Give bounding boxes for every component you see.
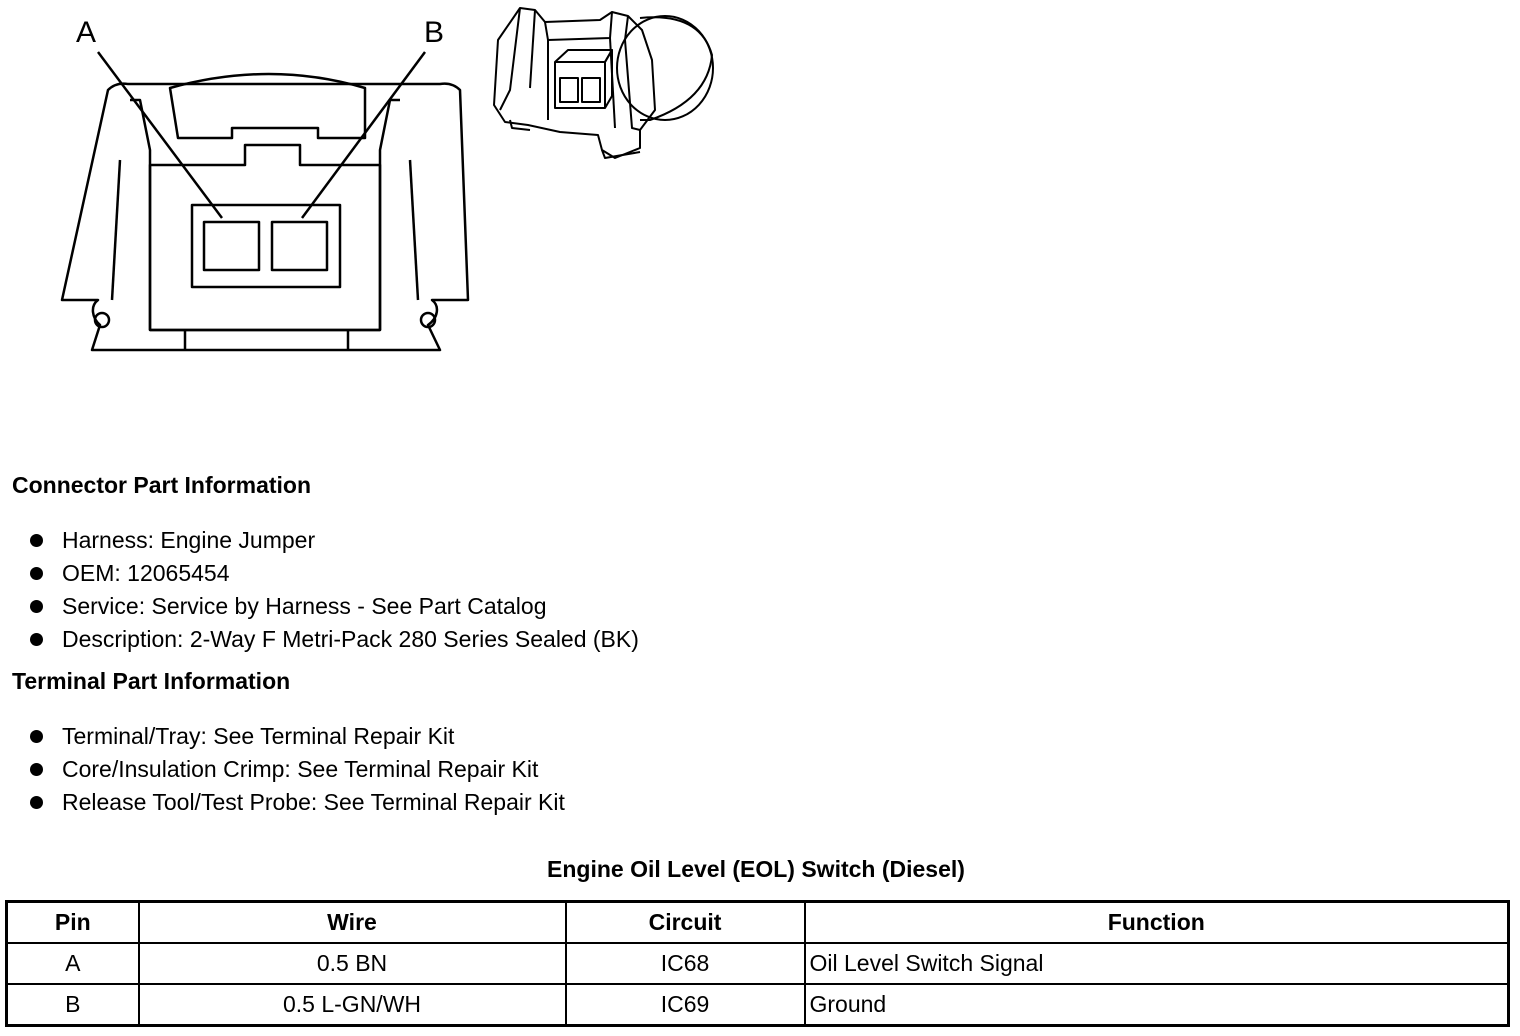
header-wire: Wire	[139, 902, 566, 944]
list-item	[28, 623, 639, 656]
connector-description-text: Description: 2-Way F Metri-Pack 280 Series Sealed (BK)	[62, 626, 639, 652]
connector-isometric-view	[494, 8, 713, 158]
connector-diagram	[0, 0, 760, 370]
list-item	[28, 590, 639, 623]
pin-table-title: Engine Oil Level (EOL) Switch (Diesel)	[547, 856, 965, 882]
bullet-icon	[30, 763, 43, 776]
table-row	[7, 943, 1509, 984]
terminal-cavity-a	[204, 222, 259, 270]
table-header-row	[7, 902, 1509, 944]
cell-circuit: IC68	[566, 943, 805, 984]
terminal-tray-text: Terminal/Tray: See Terminal Repair Kit	[62, 723, 455, 749]
connector-body	[150, 145, 380, 330]
terminal-part-info-heading: Terminal Part Information	[12, 668, 291, 694]
cell-circuit: IC69	[566, 984, 805, 1026]
terminal-cavity-b	[272, 222, 327, 270]
pin-label-b: B	[424, 16, 445, 49]
connector-inner-right-rail	[410, 160, 418, 300]
connector-inner-left-rail	[112, 160, 120, 300]
cell-function: Oil Level Switch Signal	[805, 943, 1509, 984]
connector-oem-text: OEM: 12065454	[62, 560, 230, 586]
connector-part-info-heading: Connector Part Information	[12, 472, 312, 498]
list-item	[28, 753, 565, 786]
connector-inner-right-wall	[380, 100, 400, 330]
header-function: Function	[805, 902, 1509, 944]
connector-housing-outline	[62, 84, 468, 350]
leader-line-a	[98, 52, 222, 218]
cell-pin: B	[7, 984, 139, 1026]
terminal-release-tool-text: Release Tool/Test Probe: See Terminal Repair Kit	[62, 789, 565, 815]
cell-wire: 0.5 L-GN/WH	[139, 984, 566, 1026]
connector-harness-text: Harness: Engine Jumper	[62, 527, 316, 553]
header-circuit: Circuit	[566, 902, 805, 944]
table-row	[7, 984, 1509, 1026]
list-item	[28, 720, 565, 753]
bullet-icon	[30, 534, 43, 547]
bullet-icon	[30, 796, 43, 809]
bullet-icon	[30, 633, 43, 646]
connector-inner-left-wall	[130, 100, 150, 330]
cell-wire: 0.5 BN	[139, 943, 566, 984]
bullet-icon	[30, 600, 43, 613]
cell-function: Ground	[805, 984, 1509, 1026]
bullet-icon	[30, 567, 43, 580]
list-item	[28, 524, 639, 557]
bullet-icon	[30, 730, 43, 743]
header-pin: Pin	[7, 902, 139, 944]
terminal-crimp-text: Core/Insulation Crimp: See Terminal Repair Kit	[62, 756, 539, 782]
cell-pin: A	[7, 943, 139, 984]
pin-table	[5, 900, 1510, 1027]
connector-part-info-list	[28, 524, 639, 656]
connector-service-text: Service: Service by Harness - See Part Catalog	[62, 593, 547, 619]
list-item	[28, 557, 639, 590]
terminal-cavity-frame	[192, 205, 340, 287]
terminal-part-info-list	[28, 720, 565, 819]
pin-label-a: A	[76, 16, 97, 49]
list-item	[28, 786, 565, 819]
